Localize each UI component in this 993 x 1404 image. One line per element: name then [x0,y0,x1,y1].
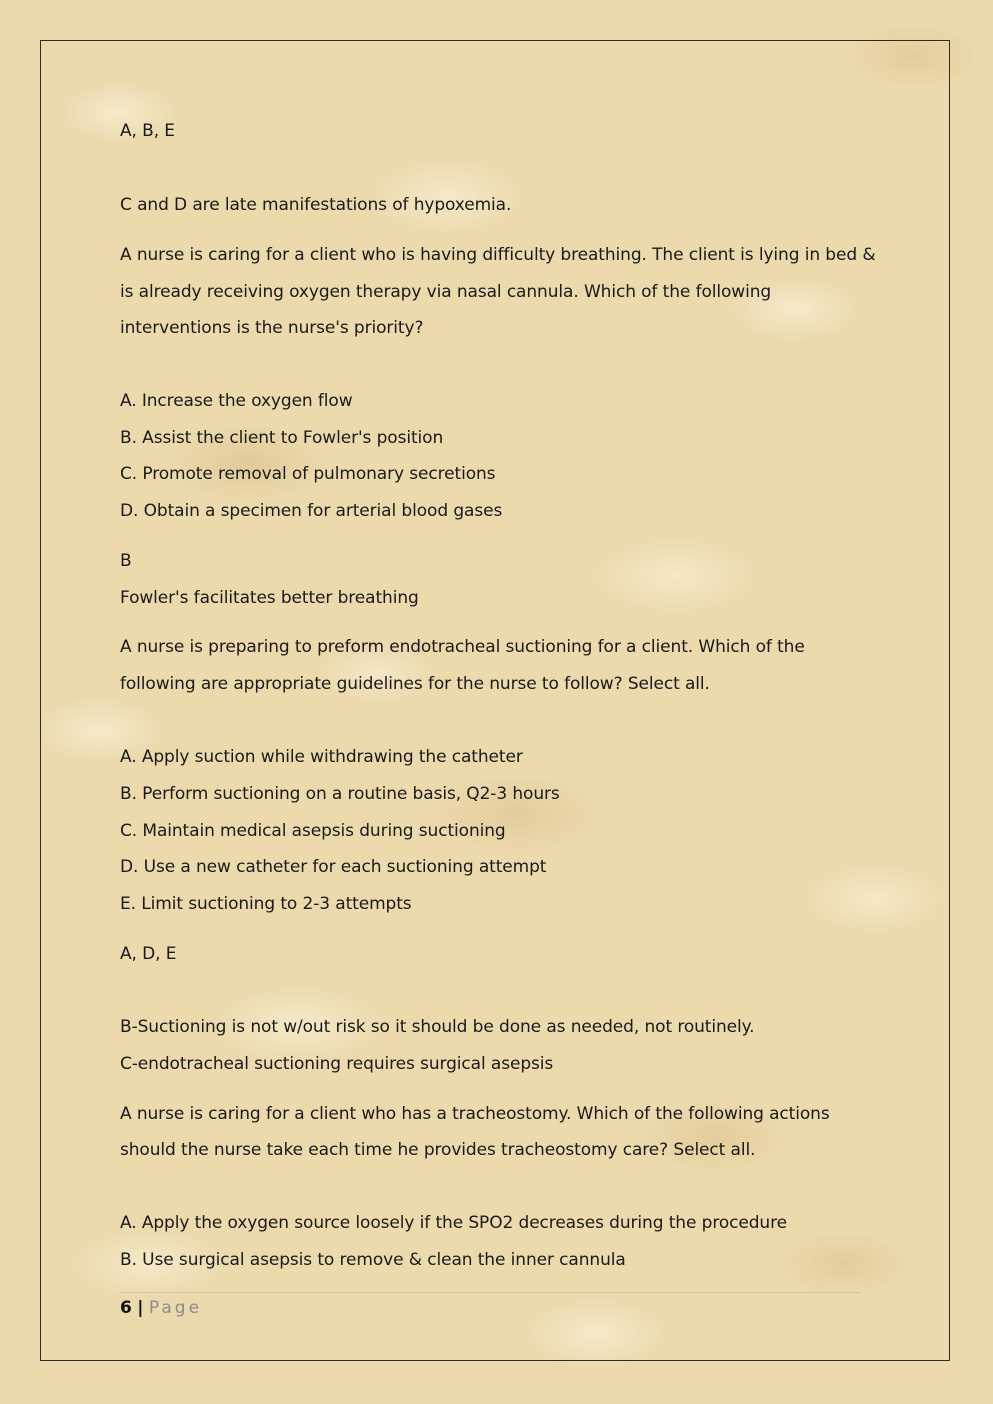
option-line: D. Obtain a specimen for arterial blood gases [120,501,503,521]
option-line: C. Maintain medical asepsis during suctioning [120,821,506,841]
question-line: should the nurse take each time he provides tracheostomy care? Select all. [120,1140,756,1160]
option-line: A. Apply suction while withdrawing the catheter [120,747,523,767]
page-separator: | [137,1298,144,1318]
option-line: B. Perform suctioning on a routine basis, Q2-3 hours [120,784,560,804]
rationale-line: B-Suctioning is not w/out risk so it should be done as needed, not routinely. [120,1017,755,1037]
option-line: B. Assist the client to Fowler's position [120,428,444,448]
answer-line: A, B, E [120,121,175,141]
option-line: E. Limit suctioning to 2-3 attempts [120,894,412,914]
footer-divider [120,1292,860,1293]
option-line: C. Promote removal of pulmonary secretions [120,464,496,484]
page-number: 6 [120,1298,132,1318]
rationale-line: C-endotracheal suctioning requires surgical asepsis [120,1054,554,1074]
question-line: A nurse is preparing to preform endotracheal suctioning for a client. Which of the [120,637,805,657]
page-border [40,40,950,1361]
page-label: Page [148,1298,203,1318]
rationale-line: C and D are late manifestations of hypoxemia. [120,195,512,215]
question-line: A nurse is caring for a client who has a tracheostomy. Which of the following actions [120,1104,830,1124]
question-line: interventions is the nurse's priority? [120,318,424,338]
page-footer [120,1297,202,1319]
answer-line: A, D, E [120,944,177,964]
question-line: A nurse is caring for a client who is having difficulty breathing. The client is lying in bed & [120,245,876,265]
answer-line: B [120,551,132,571]
question-line: is already receiving oxygen therapy via nasal cannula. Which of the following [120,282,772,302]
question-line: following are appropriate guidelines for the nurse to follow? Select all. [120,674,710,694]
option-line: A. Increase the oxygen flow [120,391,353,411]
rationale-line: Fowler's facilitates better breathing [120,588,419,608]
option-line: B. Use surgical asepsis to remove & clean the inner cannula [120,1250,626,1270]
option-line: A. Apply the oxygen source loosely if the SPO2 decreases during the procedure [120,1213,787,1233]
option-line: D. Use a new catheter for each suctioning attempt [120,857,547,877]
